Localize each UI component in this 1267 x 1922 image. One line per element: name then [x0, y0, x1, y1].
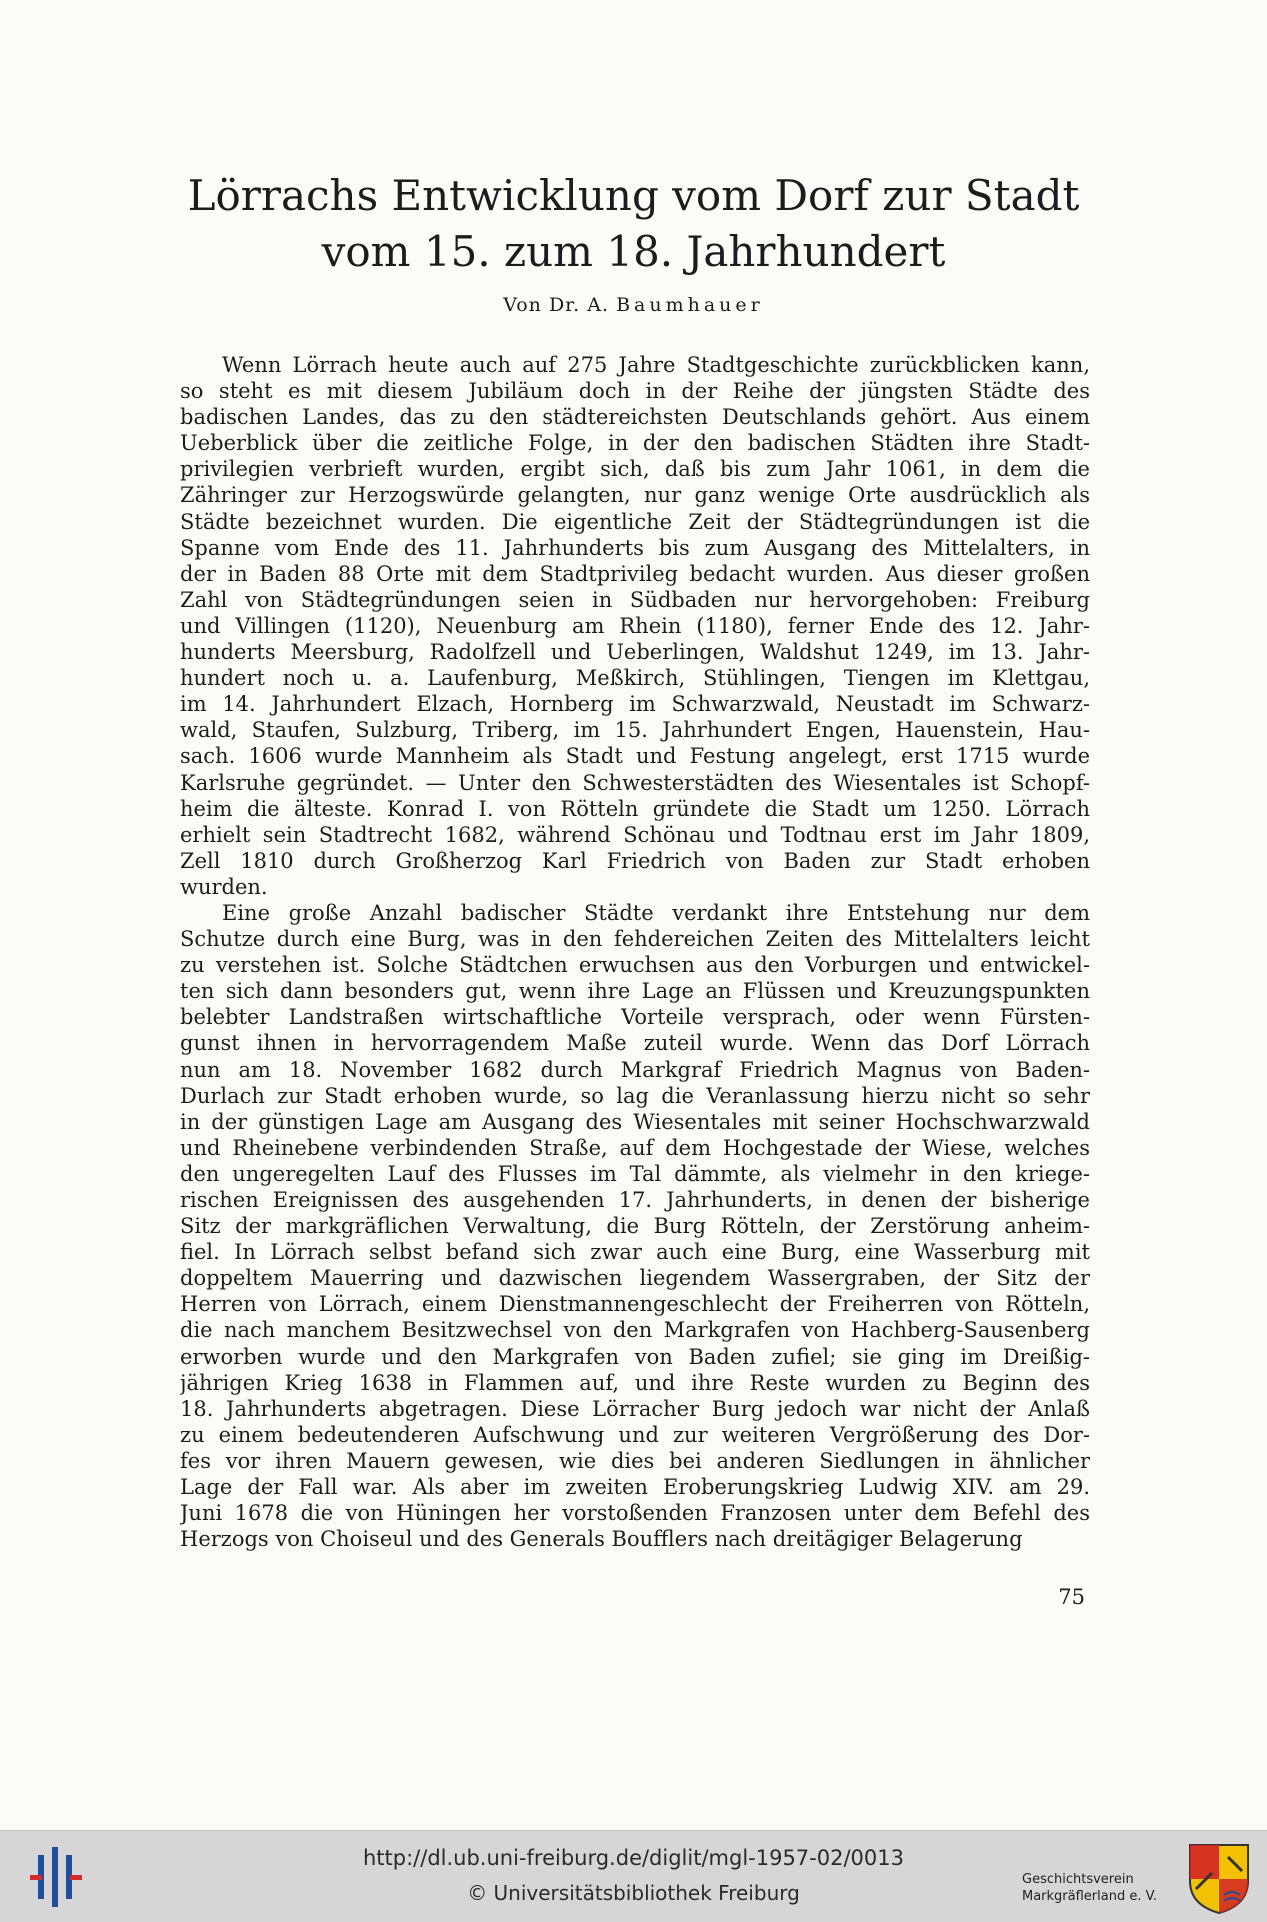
- text-line: im 14. Jahrhundert Elzach, Hornberg im Schwarzwald, Neustadt im Schwarz-: [180, 692, 1090, 717]
- text-line: Zell 1810 durch Großherzog Karl Friedrich von Baden zur Stadt erhoben: [180, 848, 1090, 873]
- author-prefix: Von Dr. A.: [503, 294, 610, 316]
- text-line: Durlach zur Stadt erhoben wurde, so lag die Veranlassung hierzu nicht so sehr: [180, 1083, 1090, 1108]
- text-line: erworben wurde und den Markgrafen von Baden zufiel; sie ging im Dreißig-: [180, 1344, 1090, 1369]
- text-line: privilegien verbrieft wurden, ergibt sich, daß bis zum Jahr 1061, in dem die: [180, 457, 1090, 482]
- text-line: ten sich dann besonders gut, wenn ihre Lage an Flüssen und Kreuzungspunkten: [180, 979, 1090, 1004]
- text-line: badischen Landes, das zu den städtereichsten Deutschlands gehört. Aus einem: [180, 405, 1090, 430]
- society-name: [1022, 1871, 1157, 1905]
- text-line: doppeltem Mauerring und dazwischen liegendem Wassergraben, der Sitz der: [180, 1266, 1090, 1291]
- title-line-1: Lörrachs Entwicklung vom Dorf zur Stadt: [187, 171, 1080, 220]
- title-line-2: vom 15. zum 18. Jahrhundert: [321, 227, 946, 276]
- text-line: hunderts Meersburg, Radolfzell und Ueberlingen, Waldshut 1249, im 13. Jahr-: [180, 640, 1090, 665]
- text-line: Juni 1678 die von Hüningen her vorstoßenden Franzosen unter dem Befehl des: [180, 1501, 1090, 1526]
- society-line-2: Markgräflerland e. V.: [1022, 1889, 1157, 1904]
- text-line: Zähringer zur Herzogswürde gelangten, nur ganz wenige Orte ausdrücklich als: [180, 483, 1090, 508]
- text-line: Wenn Lörrach heute auch auf 275 Jahre Stadtgeschichte zurückblicken kann,: [222, 353, 1090, 377]
- text-line: den ungeregelten Lauf des Flusses im Tal dämmte, als vielmehr in den kriege-: [180, 1161, 1090, 1186]
- footer-bar: [0, 1830, 1267, 1922]
- text-line: Lage der Fall war. Als aber im zweiten Eroberungskrieg Ludwig XIV. am 29.: [180, 1475, 1090, 1500]
- text-line: und Rheinebene verbindenden Straße, auf dem Hochgestade der Wiese, welches: [180, 1135, 1090, 1160]
- text-line: Herren von Lörrach, einem Dienstmannengeschlecht der Freiherren von Rötteln,: [180, 1292, 1090, 1317]
- text-line: belebter Landstraßen wirtschaftliche Vorteile versprach, oder wenn Fürsten-: [180, 1005, 1090, 1030]
- text-line: Herzogs von Choiseul und des Generals Boufflers nach dreitägiger Belagerung: [180, 1527, 1023, 1552]
- text-line: sach. 1606 wurde Mannheim als Stadt und Festung angelegt, erst 1715 wurde: [180, 744, 1090, 769]
- text-line: Zahl von Städtegründungen seien in Südbaden nur hervorgehoben: Freiburg: [180, 587, 1090, 612]
- text-line: gunst ihnen in hervorragendem Maße zuteil wurde. Wenn das Dorf Lörrach: [180, 1031, 1090, 1056]
- text-line: rischen Ereignissen des ausgehenden 17. Jahrhunderts, in denen der bisherige: [180, 1188, 1090, 1212]
- text-line: Städte bezeichnet wurden. Die eigentliche Zeit der Städtegründungen ist die: [180, 509, 1090, 534]
- text-line: wald, Staufen, Sulzburg, Triberg, im 15. Jahrhundert Engen, Hauenstein, Hau-: [180, 718, 1090, 743]
- text-line: der in Baden 88 Orte mit dem Stadtprivileg bedacht wurden. Aus dieser großen: [180, 561, 1090, 586]
- text-line: nun am 18. November 1682 durch Markgraf Friedrich Magnus von Baden-: [180, 1057, 1090, 1082]
- text-line: heim die älteste. Konrad I. von Rötteln gründete die Stadt um 1250. Lörrach: [180, 796, 1090, 821]
- author-line: [0, 292, 1267, 318]
- text-line: und Villingen (1120), Neuenburg am Rhein (1180), ferner Ende des 12. Jahr-: [180, 613, 1090, 638]
- text-line: hundert noch u. a. Laufenburg, Meßkirch, Stühlingen, Tiengen im Klettgau,: [180, 666, 1090, 691]
- paragraph-2: [180, 900, 1090, 1552]
- text-line: zu einem bedeutenderen Aufschwung und zur weiteren Vergrößerung des Dor-: [180, 1422, 1090, 1447]
- text-line: die nach manchem Besitzwechsel von den Markgrafen von Hachberg-Sausenberg: [180, 1318, 1090, 1343]
- text-line: jährigen Krieg 1638 in Flammen auf, und ihre Reste wurden zu Beginn des: [180, 1370, 1090, 1395]
- text-line: fiel. In Lörrach selbst befand sich zwar auch eine Burg, eine Wasserburg mit: [180, 1240, 1090, 1265]
- text-line: fes vor ihren Mauern gewesen, wie dies bei anderen Siedlungen in ähnlicher: [180, 1448, 1090, 1473]
- text-line: Karlsruhe gegründet. — Unter den Schwesterstädten des Wiesentales ist Schopf-: [180, 770, 1090, 795]
- paragraph-1: [180, 352, 1090, 900]
- copyright-notice: © Universitätsbibliothek Freiburg: [467, 1881, 800, 1905]
- text-line: Sitz der markgräflichen Verwaltung, die Burg Rötteln, der Zerstörung anheim-: [180, 1214, 1090, 1239]
- text-line: so steht es mit diesem Jubiläum doch in der Reihe der jüngsten Städte des: [180, 379, 1090, 404]
- text-line: zu verstehen ist. Solche Städtchen erwuchsen aus den Vorburgen und entwickel-: [180, 953, 1090, 978]
- article-body: [180, 352, 1090, 1552]
- page-number: 75: [1058, 1585, 1085, 1609]
- text-line: Eine große Anzahl badischer Städte verdankt ihre Entstehung nur dem: [222, 900, 1090, 925]
- article-title: [0, 168, 1267, 280]
- text-line: Spanne vom Ende des 11. Jahrhunderts bis zum Ausgang des Mittelalters, in: [180, 535, 1090, 560]
- text-line: 18. Jahrhunderts abgetragen. Diese Lörracher Burg jedoch war nicht der Anlaß: [180, 1396, 1090, 1421]
- text-line: Ueberblick über die zeitliche Folge, in der den badischen Städten ihre Stadt-: [180, 431, 1090, 456]
- society-line-1: Geschichtsverein: [1022, 1872, 1134, 1887]
- text-line: in der günstigen Lage am Ausgang des Wiesentales mit seiner Hochschwarzwald: [180, 1109, 1090, 1134]
- text-line: wurden.: [180, 874, 268, 899]
- text-line: erhielt sein Stadtrecht 1682, während Schönau und Todtnau erst im Jahr 1809,: [180, 822, 1090, 847]
- document-url-link[interactable]: http://dl.ub.uni-freiburg.de/diglit/mgl-1957-02/0013: [362, 1846, 904, 1870]
- coat-of-arms-icon: [1188, 1843, 1250, 1915]
- text-line: Schutze durch eine Burg, was in den fehdereichen Zeiten des Mittelalters leicht: [180, 927, 1090, 952]
- author-name: Baumhauer: [616, 294, 764, 316]
